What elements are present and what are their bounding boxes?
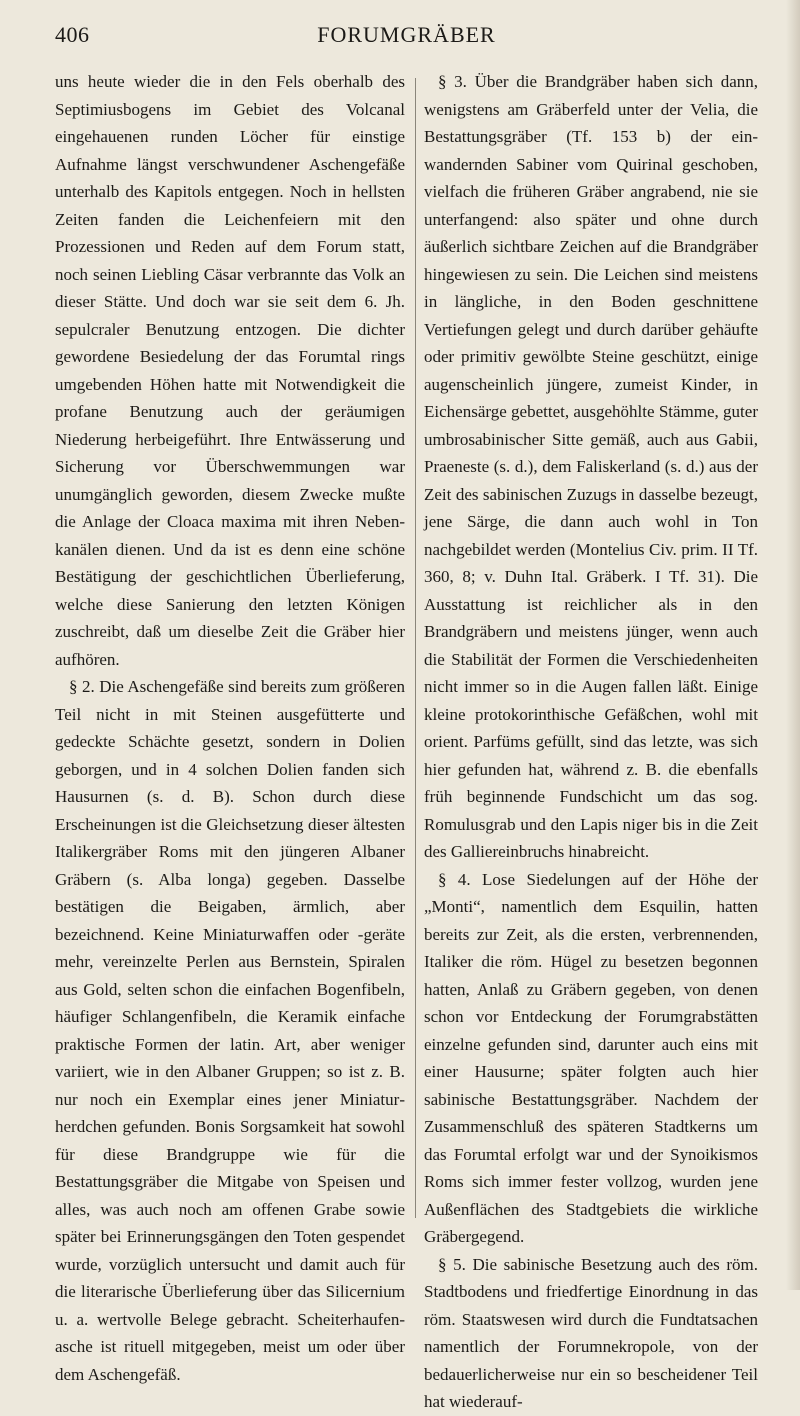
paragraph-section-4: § 4. Lose Siedelungen auf der Höhe der „Monti“, namentlich dem Esquilin, hatten bereits zur Zeit, als die ersten, verbrennenden, Italiker die röm. Hügel zu besetzen begonnen hatten, Anlaß zu Gräbern gegeben, von denen schon vor Entdeckung der Forumgrabstätten einzelne gefunden sind, darunter auch eins mit einer Hausurne; später folgten auch hier sabinische Bestattungsgräber. Nachdem der Zusammenschluß des späteren Stadtkerns um das Forumtal erfolgt war und der Synoikismos Roms sich immer fester vollzog, wurden jene Außenflächen des Stadtgebiets die wirkliche Gräbergegend.: [424, 869, 758, 1246]
paragraph-section-5: § 5. Die sabinische Besetzung auch des röm. Stadtbodens und friedfertige Einordnung in das röm. Staatswesen wird durch die Fundtatsachen namentlich der Forumnekropole, von der bedauerlicherweise nur ein so bescheidener Teil hat wiederauf-: [424, 1254, 758, 1411]
column-divider: [415, 78, 416, 1218]
page-number: 406: [55, 22, 90, 47]
right-column: [424, 68, 758, 1411]
left-column: [55, 68, 405, 1384]
text-columns: [55, 68, 758, 1411]
paragraph-section-2: § 2. Die Aschengefäße sind bereits zum größeren Teil nicht in mit Steinen ausgefütterte und gedeckte Schächte gesetzt, sondern in Dolien geborgen, und in 4 solchen Dolien fanden sich Hausurnen (s. d. B). Schon durch diese Erscheinungen ist die Gleichsetzung dieser ältesten Italikergräber Roms mit den jüngeren Albaner Gräbern (s. Alba longa) gegeben. Dasselbe bestätigen die Beigaben, ärmlich, aber bezeichnend. Keine Miniaturwaffen oder -geräte mehr, vereinzelte Perlen aus Bernstein, Spiralen aus Gold, selten schon die einfachen Bogenfibeln, häufiger Schlangenfibeln, die Keramik einfache praktische Formen der latin. Art, aber weniger variiert, wie in den Albaner Gruppen; so ist z. B. nur noch ein Exemplar eines jener Miniaturherdchen gefunden. Bonis Sorgsamkeit hat sowohl für diese Brandgruppe wie für die Bestattungsgräber die Mitgabe von Speisen und alles, was auch noch am offenen Grabe sowie später bei Erinnerungsgängen den Toten gespendet wurde, vorzüglich untersucht und damit auch für die literarische Überlieferung über das Silicernium u. a. wertvolle Belege gebracht. Scheiterhaufenasche ist rituell mitgegeben, meist um oder über dem Aschengefäß.: [55, 677, 405, 1384]
page-edge-shadow: [786, 0, 800, 1290]
paragraph-section-3: § 3. Über die Brandgräber haben sich dann, wenigstens am Gräberfeld unter der Velia, die Bestattungsgräber (Tf. 153 b) der einwandernden Sabiner vom Quirinal geschoben, vielfach die früheren Gräber angrabend, nie sie unterfangend: also später und ohne durch äußerlich sichtbare Zeichen auf die Brandgräber hingewiesen zu sein. Die Leichen sind meistens in längliche, in den Boden geschnittene Vertiefungen gelegt und durch darüber gehäufte oder primitiv gewölbte Steine geschützt, einige augenscheinlich jüngere, zumeist Kinder, in Eichensärge gebettet, ausgehöhlte Stämme, guter umbrosabinischer Sitte gemäß, auch aus Gabii, Praeneste (s. d.), dem Faliskerland (s. d.) aus der Zeit des sabinischen Zuzugs in dasselbe bezeugt, jene Särge, die dann auch wohl in Ton nachgebildet werden (Montelius Civ. prim. II Tf. 360, 8; v. Duhn Ital. Gräberk. I Tf. 31). Die Ausstattung ist reichlicher als in den Brandgräbern und meistens jünger, wenn auch die Stabilität der Formen die Verschiedenheiten nicht immer so in die Augen fallen läßt. Einige kleine protokorinthische Gefäßchen, wohl mit orient. Parfüms gefüllt, sind das letzte, was sich hier gefunden hat, während z. B. die ebenfalls früh beginnende Fundschicht um das sog. Romulusgrab und den Lapis niger bis in die Zeit des Galliereinbruchs hinabreicht.: [424, 72, 758, 861]
page-header: [55, 22, 758, 58]
running-head: FORUMGRÄBER: [317, 22, 496, 47]
paragraph: uns heute wieder die in den Fels oberhalb des Septimiusbogens im Gebiet des Volcanal eingehauenen runden Löcher für einstige Aufnahme längst verschwundener Aschengefäße unterhalb des Kapitols entgegen. Noch in hellsten Zeiten fanden die Leichenfeiern mit den Prozessionen und Reden auf dem Forum statt, noch seinen Liebling Cäsar verbrannte das Volk an dieser Stätte. Und doch war sie seit dem 6. Jh. sepulcraler Benutzung entzogen. Die dichter gewordene Besiedelung der das Forumtal rings umgebenden Höhen hatte mit Notwendigkeit die profane Benutzung auch der geräumigen Niederung herbeigeführt. Ihre Entwässerung und Sicherung vor Überschwemmungen war unumgänglich geworden, diesem Zwecke mußte die Anlage der Cloaca maxima mit ihren Nebenkanälen dienen. Und da ist es denn eine schöne Bestätigung der geschichtlichen Überlieferung, welche diese Sanierung den letzten Königen zuschreibt, daß um dieselbe Zeit die Gräber hier aufhören.: [55, 72, 405, 669]
